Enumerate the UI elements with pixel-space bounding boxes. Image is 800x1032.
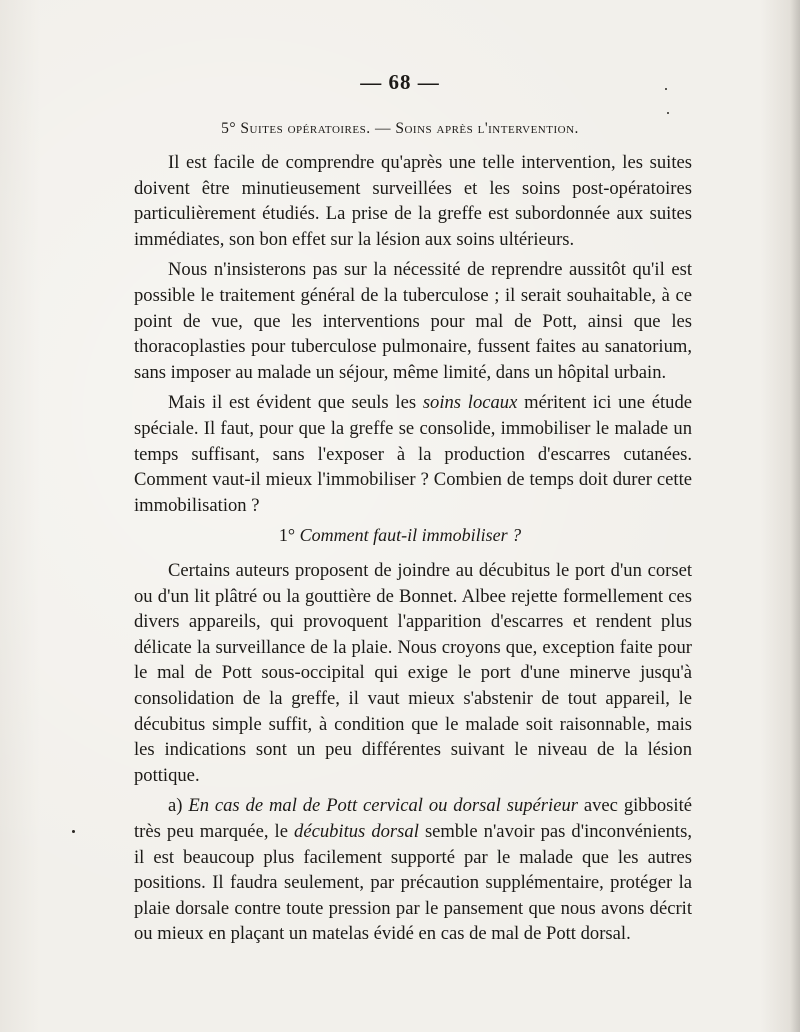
subheading [0,525,800,546]
section-numeral: 5° [221,120,237,137]
text-block-intro [134,150,692,523]
emphasis: soins locaux [422,392,518,414]
subheading-title: Comment faut-il immobiliser ? [299,525,522,545]
section-dash: — [374,120,391,137]
emphasis: décubitus dorsal [294,820,419,842]
paragraph: Certains auteurs proposent de joindre au décubitus le port d'un corset ou d'un lit plâtré ou la gouttière de Bonnet. Albee rejette formellement ces divers appareils, qui provoquent l'apparition d'escarres et rendent plus délicate la surveillance de la plaie. Nous croyons que, exception faite pour le mal de Pott sous-occipital qui exige le port d'une minerve jusqu'à consolidation de la greffe, il vaut mieux s'abstenir de tout appareil, le décubitus simple suffit, à condition que le malade soit raisonnable, mais les indications sont un peu différentes suivant le niveau de la lésion pottique. [134,560,692,786]
section-title-part1: Suites opératoires. [240,120,371,137]
section-title-part2: Soins après l'intervention. [395,120,579,137]
binding-shadow [790,0,800,1032]
scan-speck [72,830,75,833]
section-heading [0,120,800,138]
paragraph: Nous n'insisterons pas sur la nécessité de reprendre aussitôt qu'il est possible le traitement général de la tuberculose ; il serait souhaitable, à ce point de vue, que les interventions pour mal de Pott, ainsi que les thoracoplasties pour tuberculose pulmonaire, fussent faites au sanatorium, sans imposer au malade un séjour, même limité, dans un hôpital urbain. [134,259,692,383]
subheading-numeral: 1° [278,525,296,545]
scan-speck [667,112,669,114]
text-block-immobilisation [134,558,692,952]
paragraph: Mais il est évident que seuls les soins locaux méritent ici une étude spéciale. Il faut, pour que la greffe se consolide, immobiliser le malade un temps suffisant, sans l'exposer à la production d'escarres cutanées. Comment vaut-il mieux l'immobiliser ? Combien de temps doit durer cette immobilisation ? [134,392,692,516]
scan-speck [665,88,667,90]
emphasis: En cas de mal de Pott cervical ou dorsal supérieur [188,795,578,817]
paragraph: Il est facile de comprendre qu'après une telle intervention, les suites doivent être minutieusement surveillées et les soins post-opératoires particulièrement étudiés. La prise de la greffe est subordonnée aux suites immédiates, son bon effet sur la lésion aux soins ultérieurs. [134,152,692,250]
paragraph: a) En cas de mal de Pott cervical ou dorsal supérieur avec gibbosité très peu marquée, le décubitus dorsal semble n'avoir pas d'inconvénients, il est beaucoup plus facilement supporté par le malade que les autres positions. Il faudra seulement, par précaution supplémentaire, protéger la plaie dorsale contre toute pression par le pansement que nous avons décrit ou mieux en plaçant un matelas évidé en cas de mal de Pott dorsal. [134,795,692,945]
page-number: — 68 — [360,70,440,94]
